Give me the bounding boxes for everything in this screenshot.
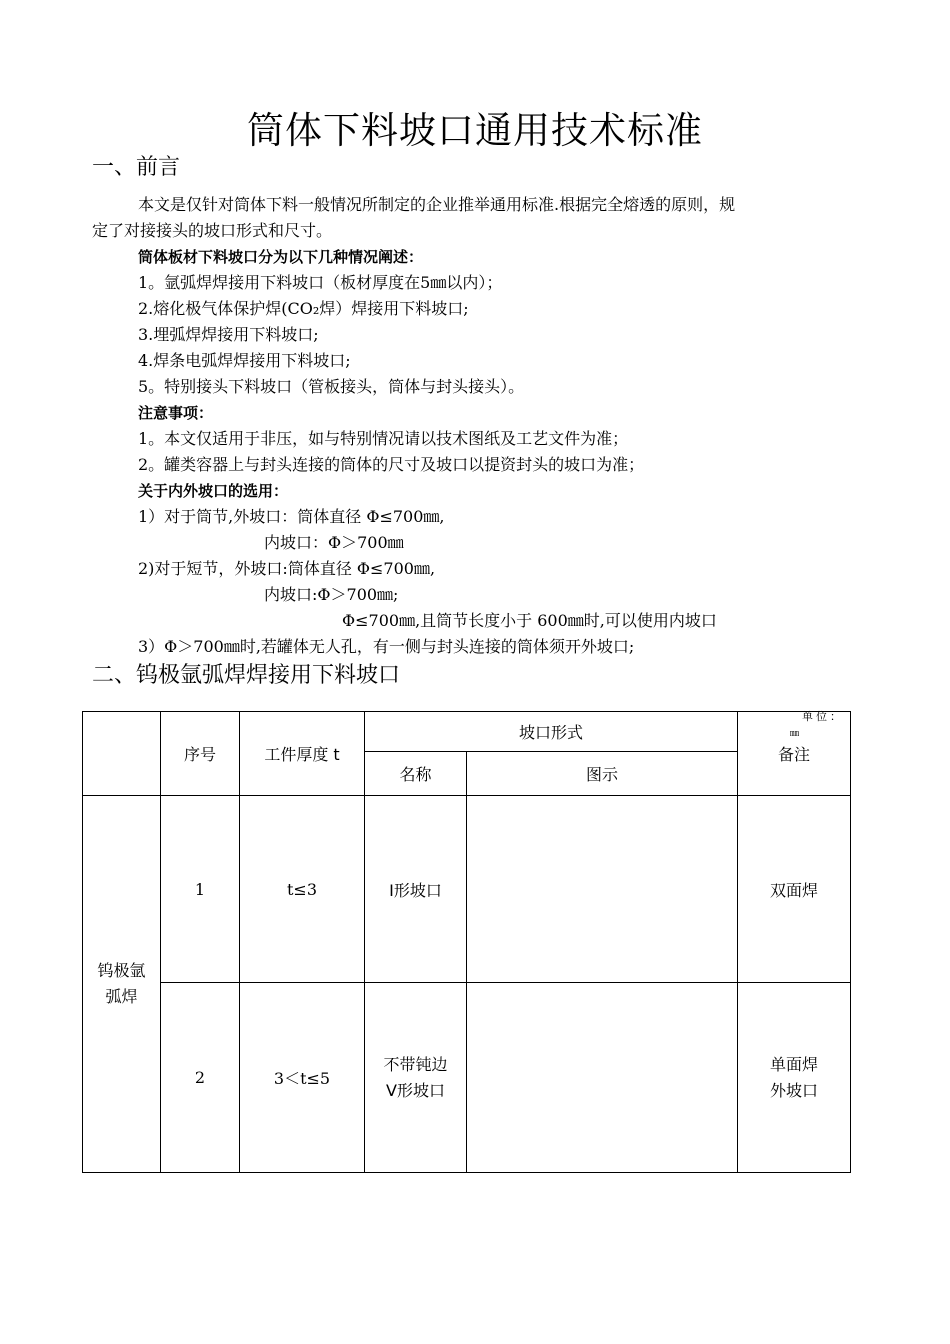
- cases-heading: 筒体板材下料坡口分为以下几种情况阐述：: [138, 248, 424, 266]
- intro-line-1: 本文是仅针对筒体下料一般情况所制定的企业推举通用标准.根据完全熔透的原则，规: [138, 195, 736, 214]
- row-2-remark-line-2: 外坡口: [770, 1080, 819, 1100]
- header-blank-cell: [83, 712, 161, 796]
- intro-paragraph: [92, 192, 858, 244]
- header-name: 名称: [365, 752, 467, 796]
- intro-line-2: 定了对接接头的坡口形式和尺寸。: [92, 221, 333, 240]
- selection-item-1: 1）对于筒节,外坡口：筒体直径 Φ≤700㎜,: [138, 507, 445, 526]
- header-remarks: 备注: [778, 745, 811, 764]
- row-1-remark: 双面焊: [738, 796, 851, 983]
- unit-label: 单位：: [802, 710, 845, 723]
- row-2-remark-line-1: 单面焊: [770, 1054, 819, 1074]
- group-label-line-1: 钨极氩: [97, 961, 146, 980]
- group-label: [83, 796, 161, 1173]
- row-2-seq: 2: [161, 983, 240, 1173]
- note-item-1: 1。本文仅适用于非压，如与特别情况请以技术图纸及工艺文件为准；: [138, 429, 629, 448]
- table-row: [83, 983, 851, 1173]
- selection-item-1b: 内坡口：Φ＞700㎜: [264, 533, 404, 552]
- case-item-1: 1。氩弧焊焊接用下料坡口（板材厚度在5㎜以内）；: [138, 273, 503, 292]
- selection-item-3: 3）Φ＞700㎜时,若罐体无人孔，有一侧与封头连接的筒体须开外坡口;: [138, 637, 635, 656]
- table-row: [83, 796, 851, 983]
- case-item-2: 2.熔化极气体保护焊(CO₂焊）焊接用下料坡口;: [138, 299, 469, 318]
- page-title: 筒体下料坡口通用技术标准: [247, 109, 703, 152]
- row-1-thickness: t≤3: [240, 796, 365, 983]
- unit-value: ㎜: [790, 729, 800, 739]
- header-seq: 序号: [161, 712, 240, 796]
- row-2-diagram: [467, 983, 738, 1173]
- selection-item-2: 2)对于短节，外坡口:筒体直径 Φ≤700㎜,: [138, 559, 436, 578]
- row-2-name-line-2: V形坡口: [386, 1080, 445, 1100]
- row-1-name: I形坡口: [365, 796, 467, 983]
- group-label-line-2: 弧焊: [105, 987, 138, 1006]
- selection-item-2c: Φ≤700㎜,且筒节长度小于 600㎜时,可以使用内坡口: [342, 611, 717, 630]
- selection-heading: 关于内外坡口的选用：: [138, 482, 289, 500]
- row-2-remark: [738, 983, 851, 1173]
- section-heading-tig: 二、钨极氩弧焊焊接用下料坡口: [92, 663, 401, 688]
- case-item-5: 5。特别接头下料坡口（管板接头，筒体与封头接头）。: [138, 377, 525, 396]
- header-thickness: 工件厚度 t: [240, 712, 365, 796]
- groove-table: [82, 711, 851, 1173]
- case-item-3: 3.埋弧焊焊接用下料坡口;: [138, 325, 319, 344]
- row-1-diagram: [467, 796, 738, 983]
- header-groove-form: 坡口形式: [365, 712, 738, 752]
- row-2-name-line-1: 不带钝边: [383, 1054, 448, 1074]
- section-heading-preface: 一、前言: [92, 155, 181, 180]
- case-item-4: 4.焊条电弧焊焊接用下料坡口;: [138, 351, 351, 370]
- notes-heading: 注意事项：: [138, 404, 214, 422]
- note-item-2: 2。罐类容器上与封头连接的筒体的尺寸及坡口以提资封头的坡口为准；: [138, 455, 645, 474]
- selection-item-2b: 内坡口:Φ＞700㎜;: [264, 585, 399, 604]
- row-2-thickness: 3＜t≤5: [240, 983, 365, 1173]
- header-diagram: 图示: [467, 752, 738, 796]
- header-remarks-cell: [738, 712, 851, 796]
- row-2-name: [365, 983, 467, 1173]
- row-1-seq: 1: [161, 796, 240, 983]
